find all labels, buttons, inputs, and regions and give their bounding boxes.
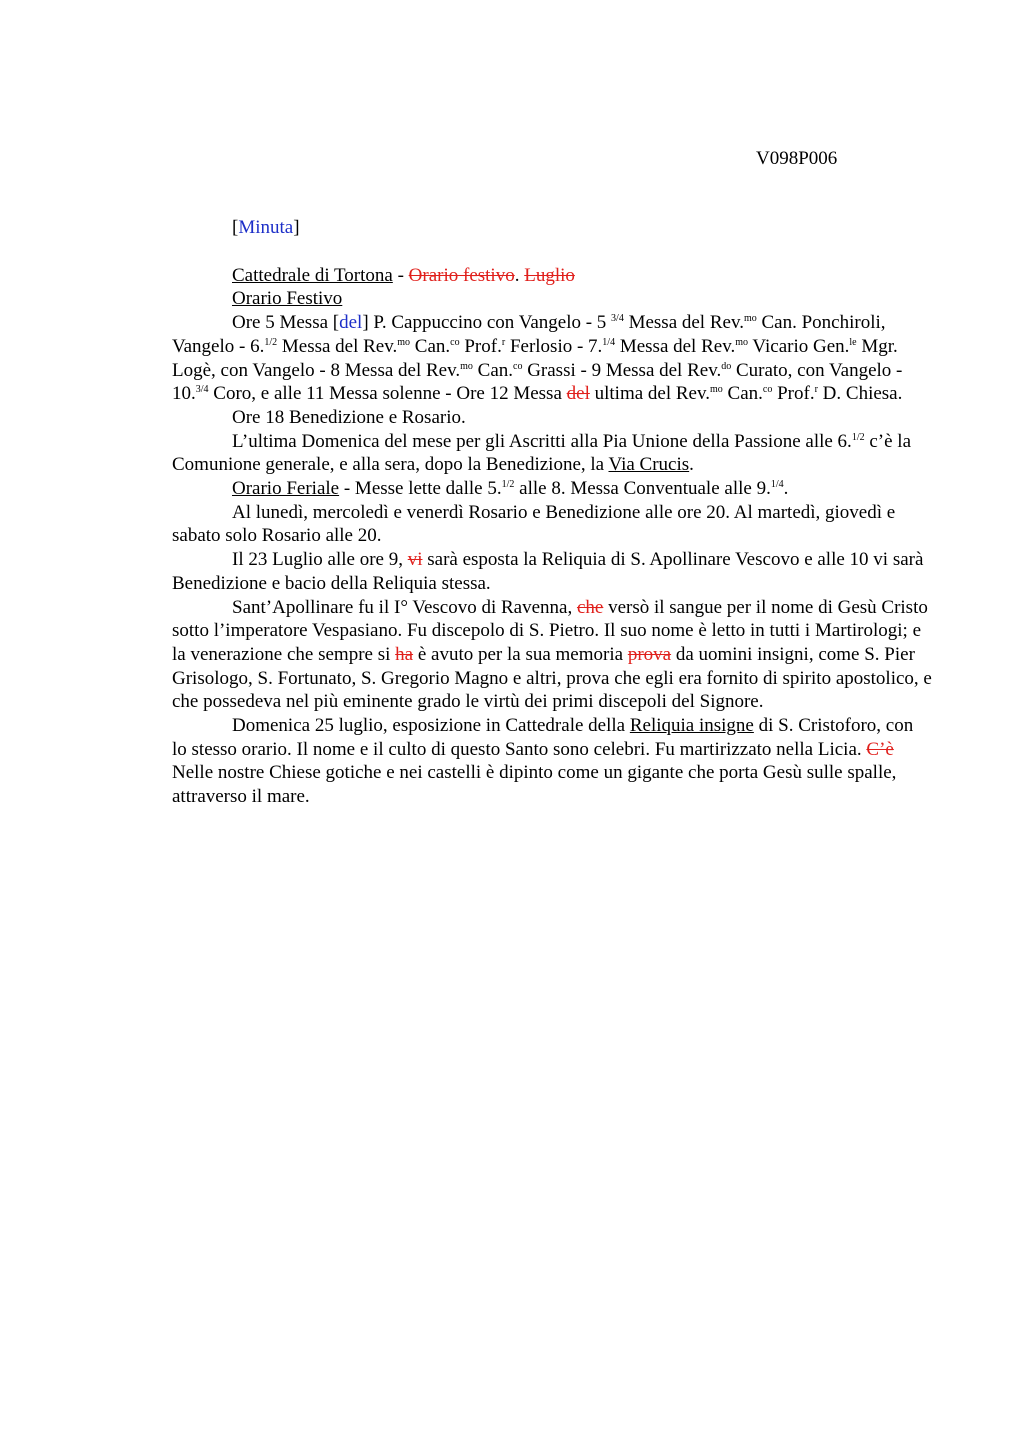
deleted-text: che <box>576 596 604 618</box>
paragraph-benedizione: Ore 18 Benedizione e Rosario. <box>232 406 466 428</box>
paragraph-domenica-25-luglio: Domenica 25 luglio, esposizione in Cattedrale della Reliquia insigne di S. Cristoforo, con lo stesso orario. Il nome e il culto di questo Santo sono celebri. Fu martirizzato nella Licia. C’è Nelle nostre Chiese gotiche e nei castelli è dipinto come un gigante che porta Gesù sulle spalle, attraverso il mare. <box>172 715 914 808</box>
paragraph-sant-apollinare: Sant’Apollinare fu il I° Vescovo di Ravenna, che versò il sangue per il nome di Gesù Cristo sotto l’imperatore Vespasiano. Fu discepolo di S. Pietro. Il suo nome è letto in tutti i Martirologi; e la venerazione che sempre si ha è avuto per la sua memoria prova da uomini insigni, come S. Pier Grisologo, S. Fortunato, S. Gregorio Magno e altri, prova che egli era fornito di spirito apostolico, e che possedeva nel più eminente grado le virtù dei primi discepoli del Signore. <box>172 596 932 713</box>
paragraph-23-luglio: Il 23 Luglio alle ore 9, vi sarà esposta la Reliquia di S. Apollinare Vescovo e alle 10 vi sarà Benedizione e bacio della Reliquia stessa. <box>172 549 924 594</box>
paragraph-orario-festivo: Ore 5 Messa [del] P. Cappuccino con Vangelo - 5 $^{3/4}$ Messa del Rev.$^{mo}$ Can. Ponchiroli, Vangelo - 6.$^{1/2}$ Messa del Rev.$^{mo}$ Can.$^{co}$ Prof.$^r$ Ferlosio - 7.$^{1/4}$ Messa del Rev.$^{mo}$ Vicario Gen.$^{le}$ Mgr. Logè, con Vangelo - 8 Messa del Rev.$^{mo}$ Can.$^{co}$ Grassi - 9 Messa del Rev.$^{do}$ Curato, con Vangelo - 10.$^{3/4}$ Coro, e alle 11 Messa solenne - Ore 12 Messa del ultima del Rev.$^{mo}$ Can.$^{co}$ Prof.$^r$ D. Chiesa. <box>172 312 903 405</box>
page-id: V098P006 <box>756 148 838 169</box>
via-crucis-text: Via Crucis <box>608 454 690 476</box>
deleted-text: C’è <box>866 738 894 760</box>
deleted-text: prova <box>627 643 672 665</box>
paragraph-orario-feriale: Orario Feriale - Messe lette dalle 5.$^{1/2}$ alle 8. Messa Conventuale alle 9.$^{1/4}$. <box>232 478 789 500</box>
deleted-text: Orario festivo <box>408 264 515 286</box>
deleted-text: del <box>566 383 590 405</box>
inserted-text: del <box>339 312 363 334</box>
heading-title: Cattedrale di Tortona <box>232 264 393 286</box>
separator: . <box>514 264 525 286</box>
minuta-text: Minuta <box>238 217 294 238</box>
deleted-text: Luglio <box>524 264 575 286</box>
bracket-open: [ <box>232 217 239 238</box>
bracket-close: ] <box>293 217 300 238</box>
reliquia-insigne-text: Reliquia insigne <box>629 715 754 737</box>
heading-line <box>172 264 932 288</box>
deleted-text: vi <box>407 549 423 571</box>
paragraph-lunedi: Al lunedì, mercoledì e venerdì Rosario e Benedizione alle ore 20. Al martedì, giovedì e sabato solo Rosario alle 20. <box>172 501 896 547</box>
orario-feriale-heading: Orario Feriale <box>232 478 340 500</box>
sub-heading <box>172 287 932 311</box>
document-body <box>172 216 932 809</box>
sub-heading-text: Orario Festivo <box>232 288 343 310</box>
paragraph-ultima-domenica: L’ultima Domenica del mese per gli Ascritti alla Pia Unione della Passione alle 6.$^{1/2}$ c’è la Comunione generale, e alla sera, dopo la Benedizione, la Via Crucis. <box>172 430 911 476</box>
spacer <box>172 240 932 264</box>
deleted-text: ha <box>395 643 414 665</box>
separator: - <box>392 264 409 286</box>
minuta-label <box>172 216 932 240</box>
